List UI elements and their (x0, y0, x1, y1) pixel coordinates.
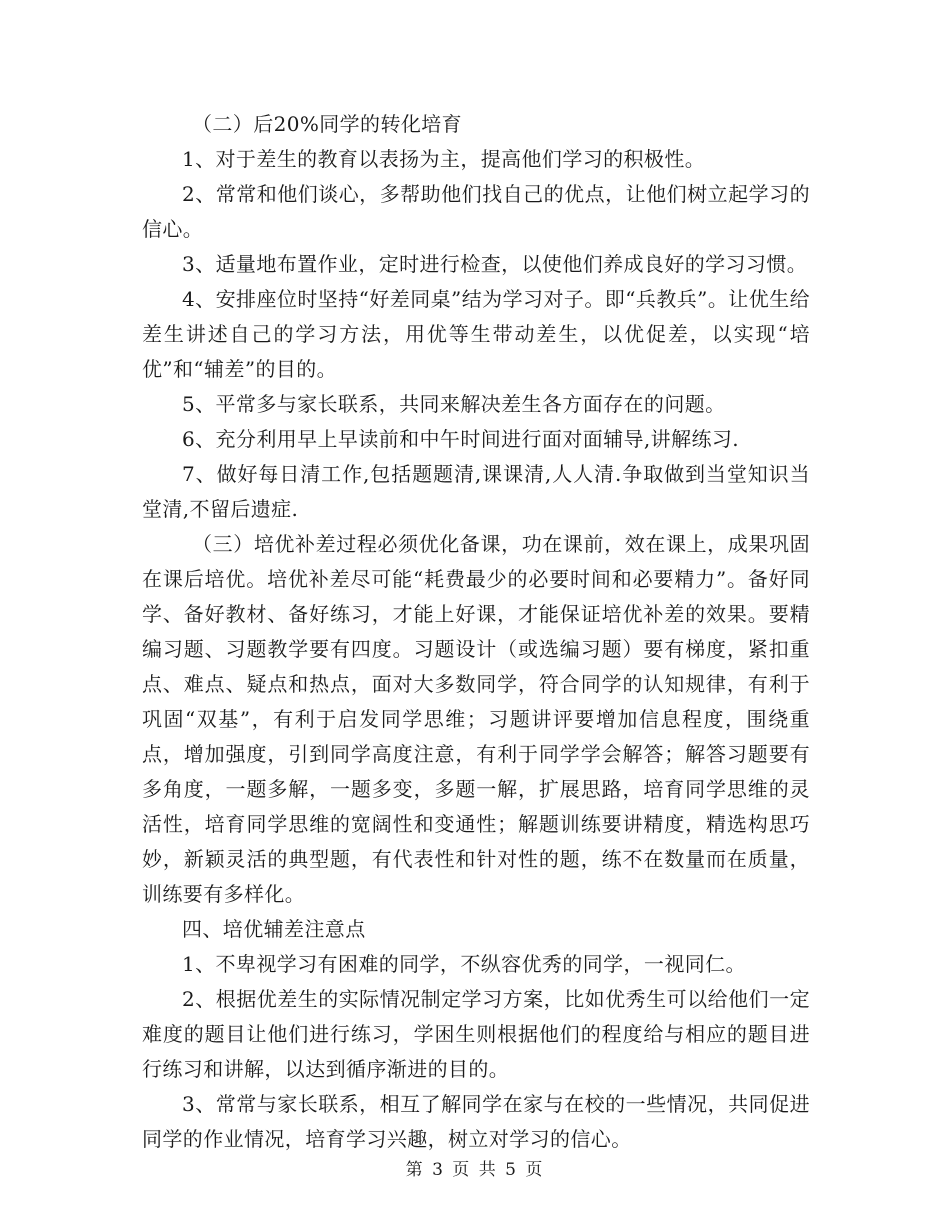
paragraph: 2、根据优差生的实际情况制定学习方案，比如优秀生可以给他们一定难度的题目让他们进行练习，学困生则根据他们的程度给与相应的题目进行练习和讲解，以达到循序渐进的目的。 (142, 987, 810, 1081)
section-heading-2: （二）后20%同学的转化培育 (192, 112, 463, 136)
paragraph: 3、常常与家长联系，相互了解同学在家与在校的一些情况，共同促进同学的作业情况，培育学习兴趣，树立对学习的信心。 (142, 1092, 810, 1151)
paragraph: 5、平常多与家长联系，共同来解决差生各方面存在的问题。 (182, 392, 726, 416)
section-heading-4: 四、培优辅差注意点 (182, 917, 366, 941)
paragraph: 4、安排座位时坚持“好差同桌”结为学习对子。即“兵教兵”。让优生给差生讲述自己的学习方法，用优等生带动差生，以优促差，以实现“培优”和“辅差”的目的。 (142, 287, 810, 381)
paragraph: 7、做好每日清工作,包括题题清,课课清,人人清.争取做到当堂知识当堂清,不留后遗症. (142, 462, 810, 521)
document-body (142, 107, 810, 1157)
paragraph: 3、适量地布置作业，定时进行检查，以使他们养成良好的学习习惯。 (182, 252, 808, 276)
paragraph: 1、不卑视学习有困难的同学，不纵容优秀的同学，一视同仁。 (182, 952, 746, 976)
section-paragraph-3: （三）培优补差过程必须优化备课，功在课前，效在课上，成果巩固在课后培优。培优补差尽可能“耗费最少的必要时间和必要精力”。备好同学、备好教材、备好练习，才能上好课，才能保证培优补差的效果。要精编习题、习题教学要有四度。习题设计（或选编习题）要有梯度，紧扣重点、难点、疑点和热点，面对大多数同学，符合同学的认知规律，有利于巩固“双基”，有利于启发同学思维；习题讲评要增加信息程度，围绕重点，增加强度，引到同学高度注意，有利于同学学会解答；解答习题要有多角度，一题多解，一题多变，多题一解，扩展思路，培育同学思维的灵活性，培育同学思维的宽阔性和变通性；解题训练要讲精度，精选构思巧妙，新颖灵活的典型题，有代表性和针对性的题，练不在数量而在质量，训练要有多样化。 (142, 532, 810, 906)
paragraph: 1、对于差生的教育以表扬为主，提高他们学习的积极性。 (182, 147, 706, 171)
page-number-footer: 第 3 页 共 5 页 (405, 1160, 545, 1180)
paragraph: 6、充分利用早上早读前和中午时间进行面对面辅导,讲解练习. (182, 427, 740, 451)
paragraph: 2、常常和他们谈心，多帮助他们找自己的优点，让他们树立起学习的信心。 (142, 182, 810, 241)
